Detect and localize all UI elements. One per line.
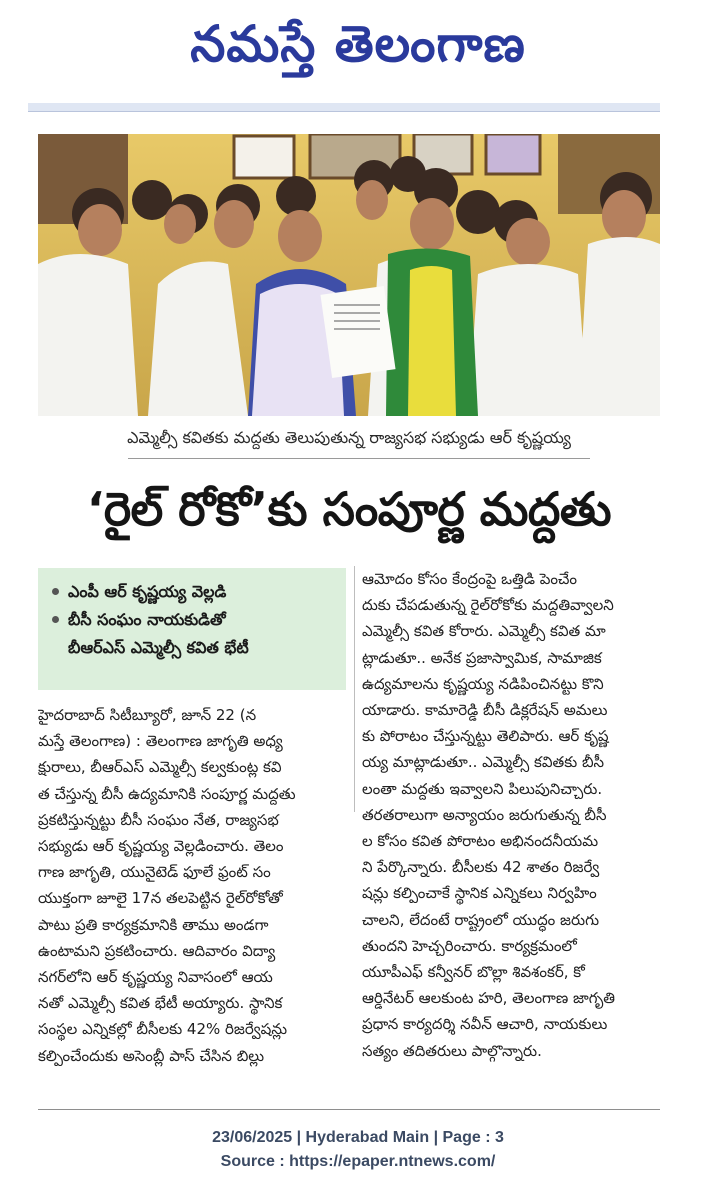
body-line: ని పేర్కొన్నారు. బీసీలకు 42 శాతం రిజర్వే <box>362 858 600 877</box>
footer-rule <box>38 1109 660 1110</box>
bullet-icon <box>52 588 59 595</box>
body-line: ల కోసం కవిత పోరాటం అభినందనీయమ <box>362 832 599 851</box>
caption-divider <box>128 458 590 459</box>
body-line: య్య మాట్లాడుతూ.. ఎమ్మెల్సీ కవితకు బీసీ <box>362 753 605 772</box>
news-photo <box>38 134 660 416</box>
body-line: క్షురాలు, బీఆర్ఎస్ ఎమ్మెల్సీ కల్వకుంట్ల కవి <box>38 758 282 777</box>
body-line: ఉంటామని ప్రకటించారు. ఆదివారం విద్యా <box>38 941 276 960</box>
body-line: సభ్యుడు ఆర్ కృష్ణయ్య వెల్లడించారు. తెలం <box>38 837 284 856</box>
body-line: ఉద్యమాలను కృష్ణయ్య నడిపించినట్టు కొని <box>362 674 604 693</box>
body-line: యూపీఎఫ్ కన్వీనర్ బొల్లా శివశంకర్, కో <box>362 963 585 982</box>
headline: ‘రైల్ రోకో’కు సంపూర్ణ మద్దతు <box>86 482 612 536</box>
bullet-icon <box>52 616 59 623</box>
body-line: హైదరాబాద్ సిటీబ్యూరో, జూన్ 22 (న <box>38 706 257 724</box>
body-line: నతో ఎమ్మెల్సీ కవిత భేటీ అయ్యారు. స్థానిక <box>38 994 283 1013</box>
masthead <box>0 0 716 100</box>
body-line: తుందని హెచ్చరించారు. కార్యక్రమంలో <box>362 936 577 955</box>
footer <box>0 1126 716 1174</box>
subhead-item: ఎంపీ ఆర్ కృష్ణయ్య వెల్లడి <box>52 578 336 606</box>
body-line: పాటు ప్రతి కార్యక్రమానికి తాము అండగా <box>38 915 269 934</box>
body-line: మస్తే తెలంగాణ) : తెలంగాణ జాగృతి అధ్య <box>38 732 283 751</box>
article-body-right <box>362 566 662 1064</box>
subhead-continuation: బీఆర్ఎస్ ఎమ్మెల్సీ కవిత భేటీ <box>68 638 249 657</box>
body-line: గాణ జాగృతి, యునైటెడ్ ఫూలే ఫ్రంట్ సం <box>38 863 271 882</box>
body-line: నగర్‌లోని ఆర్ కృష్ణయ్య నివాసంలో ఆయ <box>38 968 273 987</box>
body-line: షన్లు కల్పించాకే స్థానిక ఎన్నికలు నిర్వహిం <box>362 884 597 903</box>
body-line: ప్రకటిస్తున్నట్టు బీసీ సంఘం నేత, రాజ్యసభ <box>38 810 279 829</box>
body-line: ట్లాడుతూ.. అనేక ప్రజాస్వామిక, సామాజిక <box>362 648 602 667</box>
body-line: లంతా మద్దతు ఇవ్వాలని పిలుపునిచ్చారు. <box>362 779 603 798</box>
edition-info: 23/06/2025 | Hyderabad Main | Page : 3 <box>212 1129 504 1146</box>
body-line: ఆర్డినేటర్ ఆలకుంట హరి, తెలంగాణ జాగృతి <box>362 989 616 1008</box>
body-line: యాడారు. కామారెడ్డి బీసీ డిక్లరేషన్ అమలు <box>362 701 608 720</box>
source-link[interactable]: Source : https://epaper.ntnews.com/ <box>220 1153 496 1170</box>
body-line: ఆమోదం కోసం కేంద్రంపై ఒత్తిడి పెంచేం <box>362 570 578 588</box>
body-line: సంస్థల ఎన్నికల్లో బీసీలకు 42% రిజర్వేషన్లు <box>38 1020 288 1039</box>
body-line: తరతరాలుగా అన్యాయం జరుగుతున్న బీసీ <box>362 805 607 824</box>
body-line: కల్పించేందుకు అసెంబ్లీ పాస్ చేసిన బిల్లు <box>38 1046 265 1065</box>
body-line: ప్రధాన కార్యదర్శి నవీన్ ఆచారి, నాయకులు <box>362 1015 608 1034</box>
newspaper-logo: నమస్తే తెలంగాణ <box>190 15 526 73</box>
body-line: కు పోరాటం చేస్తున్నట్టు తెలిపారు. ఆర్ కృష్ణ <box>362 727 609 746</box>
body-line: త చేస్తున్న బీసీ ఉద్యమానికి సంపూర్ణ మద్దతు <box>38 784 296 803</box>
body-line: ఎమ్మెల్సీ కవిత కోరారు. ఎమ్మెల్సీ కవిత మా <box>362 622 606 641</box>
article-body-left <box>38 702 346 1069</box>
column-divider <box>354 566 355 812</box>
photo-caption: ఎమ్మెల్సీ కవితకు మద్దతు తెలుపుతున్న రాజ్యసభ సభ్యుడు ఆర్ కృష్ణయ్య <box>127 428 571 447</box>
body-line: సత్యం తదితరులు పాల్గొన్నారు. <box>362 1041 542 1060</box>
body-line: యుక్తంగా జూలై 17న తలపెట్టిన రైల్‌రోకోతో <box>38 889 283 908</box>
masthead-rule-line <box>28 111 660 112</box>
subhead-box <box>38 568 346 690</box>
body-line: దుకు చేపడుతున్న రైల్‌రోకోకు మద్దతివ్వాలని <box>362 596 614 615</box>
body-line: చాలని, లేదంటే రాష్ట్రంలో యుద్ధం జరుగు <box>362 910 600 929</box>
subhead-item: బీసీ సంఘం నాయకుడితో <box>52 606 336 634</box>
